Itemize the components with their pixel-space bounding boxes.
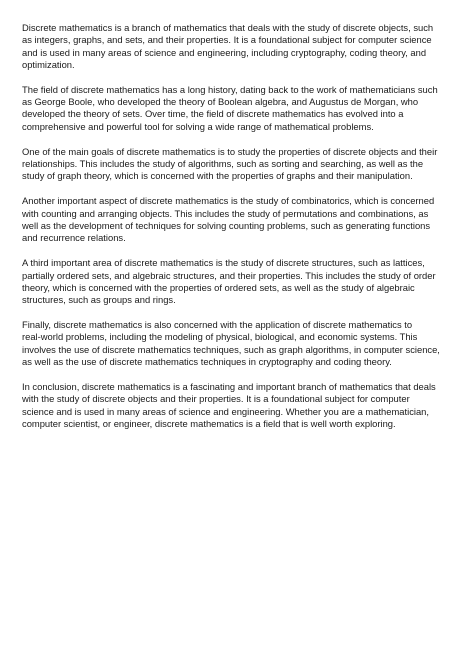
document-body (22, 22, 456, 443)
paragraph-introduction: Discrete mathematics is a branch of mathematics that deals with the study of discrete objects, such as integers, graphs, and sets, and their properties. It is a foundational subject for computer science and is used in many areas of science and engineering, including cryptography, coding theory, and optimization. (22, 22, 434, 70)
paragraph-applications: Finally, discrete mathematics is also concerned with the application of discrete mathematics to real-world problems, including the modeling of physical, biological, and economic systems. This involves the use of discrete mathematics techniques, such as graph algorithms, in computer science, as well as the use of discrete mathematics techniques in cryptography and coding theory. (22, 319, 440, 367)
paragraph-main-goals: One of the main goals of discrete mathematics is to study the properties of discrete objects and their relationships. This includes the study of algorithms, such as sorting and searching, as well as the study of graph theory, which is concerned with the properties of graphs and their manipulation. (22, 145, 438, 182)
paragraph-combinatorics: Another important aspect of discrete mathematics is the study of combinatorics, which is concerned with counting and arranging objects. This includes the study of permutations and combinations, as well as the development of techniques for solving counting problems, such as generating functions and recurrence relations. (22, 195, 435, 244)
paragraph-conclusion: In conclusion, discrete mathematics is a fascinating and important branch of mathematics that deals with the study of discrete objects and their properties. It is a foundational subject for computer science and is used in many areas of science and engineering. Whether you are a mathematician, computer scientist, or engineer, discrete mathematics is a field that is well worth exploring. (22, 380, 436, 429)
paragraph-history: The field of discrete mathematics has a long history, dating back to the work of mathematicians such as George Boole, who developed the theory of Boolean algebra, and Augustus de Morgan, who developed the theory of sets. Over time, the field of discrete mathematics has evolved into a comprehensive and powerful tool for solving a wide range of mathematical problems. (22, 83, 438, 132)
paragraph-discrete-structures: A third important area of discrete mathematics is the study of discrete structures, such as lattices, partially ordered sets, and algebraic structures, and their properties. This includes the study of order theory, which is concerned with the properties of ordered sets, as well as the study of algebraic structures, such as groups and rings. (22, 257, 436, 306)
